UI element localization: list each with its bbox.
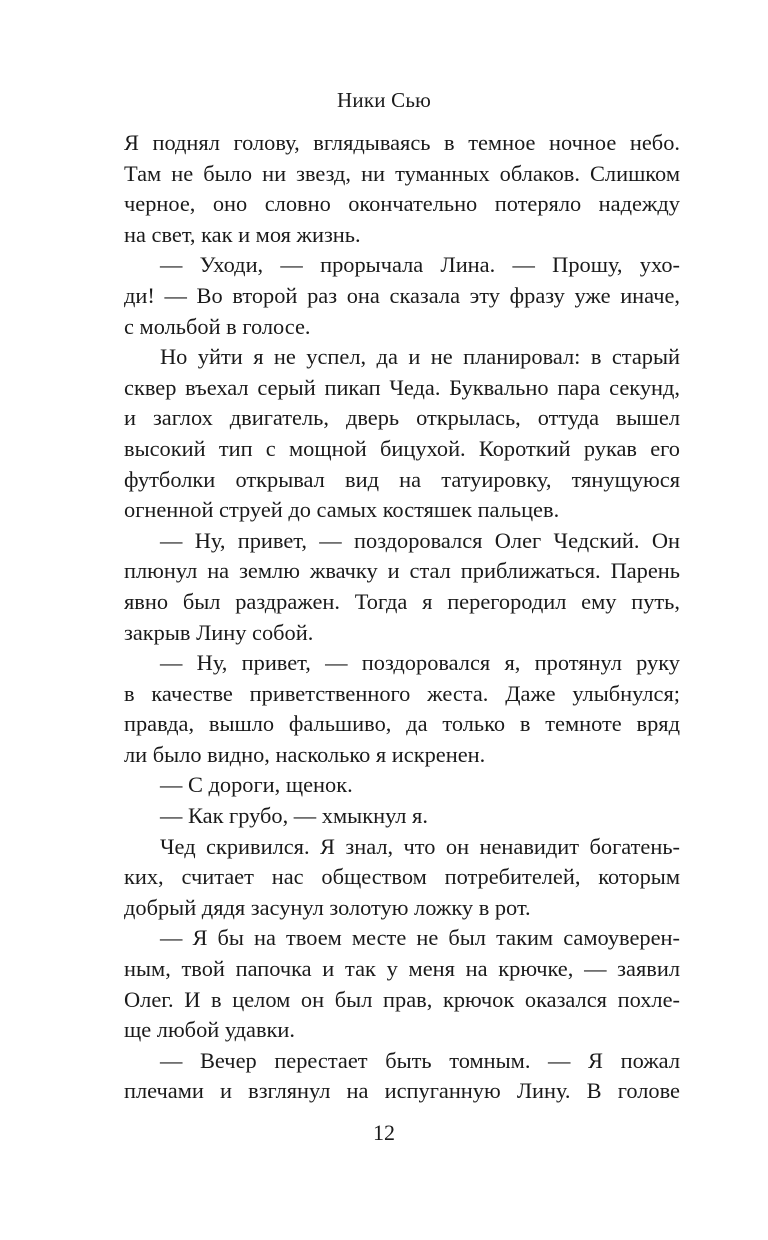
text-line: ным, твой папочка и так у меня на крючке, — заявил xyxy=(124,956,680,982)
paragraph xyxy=(124,923,680,1045)
text-line: футболки открывал вид на татуировку, тянущуюся xyxy=(124,466,680,492)
text-line: и заглох двигатель, дверь открылась, оттуда вышел xyxy=(124,405,680,431)
text-line: явно был раздражен. Тогда я перегородил ему путь, xyxy=(124,588,680,614)
paragraph xyxy=(124,1046,680,1107)
text-line: — Уходи, — прорычала Лина. — Прошу, ухо- xyxy=(160,252,680,278)
text-line: сквер въехал серый пикап Чеда. Буквально пара секунд, xyxy=(124,374,680,400)
text-line: — Ну, привет, — поздоровался Олег Чедский. Он xyxy=(160,527,680,553)
text-line: — Я бы на твоем месте не был таким самоуверен- xyxy=(160,925,680,951)
text-line: плечами и взглянул на испуганную Лину. В голове xyxy=(124,1078,680,1104)
text-line: огненной струей до самых костяшек пальцев. xyxy=(124,497,560,523)
paragraph xyxy=(124,526,680,648)
text-line: добрый дядя засунул золотую ложку в рот. xyxy=(124,894,531,920)
text-line: — Как грубо, — хмыкнул я. xyxy=(160,803,428,829)
text-line: закрыв Лину собой. xyxy=(124,619,314,645)
body-text xyxy=(124,128,680,1107)
text-line: с мольбой в голосе. xyxy=(124,313,311,339)
text-line: ди! — Во второй раз она сказала эту фразу уже иначе, xyxy=(124,282,680,308)
text-line: — Ну, привет, — поздоровался я, протянул руку xyxy=(160,650,680,676)
text-line: — С дороги, щенок. xyxy=(160,772,353,798)
page-number: 12 xyxy=(373,1120,395,1145)
paragraph xyxy=(124,128,680,250)
text-line: плюнул на землю жвачку и стал приближаться. Парень xyxy=(124,558,680,584)
text-line: на свет, как и моя жизнь. xyxy=(124,221,361,247)
paragraph xyxy=(124,832,680,924)
text-line: — Вечер перестает быть томным. — Я пожал xyxy=(160,1047,680,1073)
text-line: ли было видно, насколько я искренен. xyxy=(124,741,486,767)
text-line: в качестве приветственного жеста. Даже улыбнулся; xyxy=(124,680,680,706)
text-line: Чед скривился. Я знал, что он ненавидит богатень- xyxy=(160,833,680,859)
text-line: ких, считает нас обществом потребителей, которым xyxy=(124,864,680,890)
running-head: Ники Сью xyxy=(337,88,431,112)
text-line: правда, вышло фальшиво, да только в темноте вряд xyxy=(124,711,680,737)
paragraph xyxy=(124,648,680,770)
text-line: Олег. И в целом он был прав, крючок оказался похле- xyxy=(124,986,680,1012)
text-line: ще любой удавки. xyxy=(124,1017,295,1043)
paragraph xyxy=(124,770,680,801)
paragraph xyxy=(124,342,680,526)
text-line: Но уйти я не успел, да и не планировал: в старый xyxy=(160,344,680,370)
text-line: черное, оно словно окончательно потеряло надежду xyxy=(124,191,680,217)
paragraph xyxy=(124,801,680,832)
paragraph xyxy=(124,250,680,342)
text-line: высокий тип с мощной бицухой. Короткий рукав его xyxy=(124,435,680,461)
text-line: Я поднял голову, вглядываясь в темное ночное небо. xyxy=(124,130,680,155)
text-line: Там не было ни звезд, ни туманных облаков. Слишком xyxy=(124,160,680,186)
